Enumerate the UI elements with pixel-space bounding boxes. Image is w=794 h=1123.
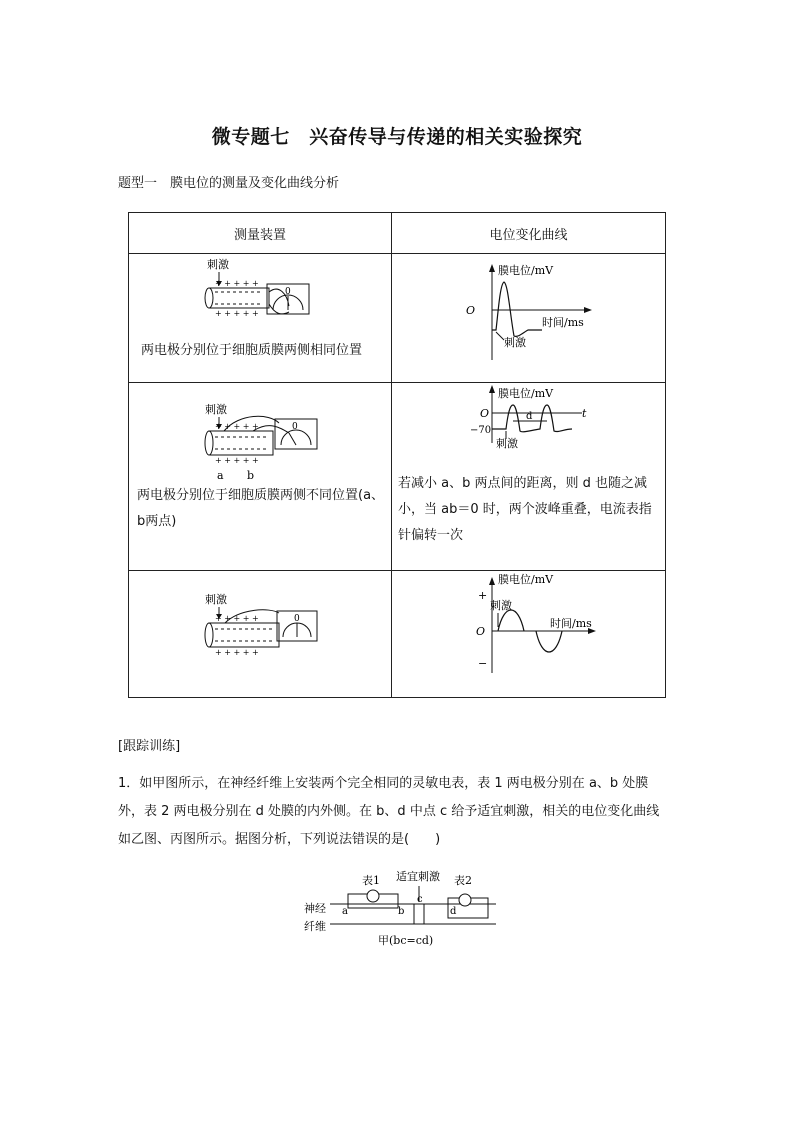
row1-caption: 两电极分别位于细胞质膜两侧相同位置 <box>141 343 363 358</box>
svg-text:+ + + + +: + + + + + <box>215 648 259 657</box>
svg-text:膜电位/mV: 膜电位/mV <box>498 573 554 586</box>
svg-text:时间/ms: 时间/ms <box>542 316 584 329</box>
svg-text:b: b <box>398 906 405 917</box>
row2-device-diagram <box>129 383 391 570</box>
row2-curve-cell <box>392 383 665 570</box>
svg-text:O: O <box>480 407 490 420</box>
question-1: 1．如甲图所示，在神经纤维上安装两个完全相同的灵敏电表，表 1 两电极分别在 a、b 处膜外，表 2 两电极分别在 d 处膜的内外侧。在 b、d 中点 c 给予适宜刺激，相关的电位变化曲线如乙图、丙图所示。据图分析，下列说法错误的是( ) <box>118 776 660 847</box>
row2-graph <box>392 383 665 483</box>
svg-text:a: a <box>342 906 348 917</box>
row3-curve-cell <box>392 571 665 697</box>
svg-text:d: d <box>526 411 533 422</box>
svg-text:a: a <box>217 469 224 482</box>
svg-text:刺激: 刺激 <box>205 593 227 606</box>
svg-text:+: + <box>478 589 488 602</box>
svg-text:甲(bc=cd): 甲(bc=cd) <box>378 934 434 947</box>
header-device: 测量装置 <box>129 213 392 254</box>
svg-text:+ + + + +: + + + + + <box>215 614 259 623</box>
svg-text:O: O <box>466 304 476 317</box>
row2-caption: 两电极分别位于细胞质膜两侧不同位置(a、b两点) <box>137 488 385 529</box>
follow-up-label: [跟踪训练] <box>118 739 181 754</box>
svg-text:刺激: 刺激 <box>207 258 229 271</box>
svg-text:表1: 表1 <box>362 874 380 887</box>
svg-text:c: c <box>417 894 423 905</box>
svg-text:+ + + + +: + + + + + <box>215 279 259 288</box>
svg-text:刺激: 刺激 <box>504 336 526 349</box>
row3-graph <box>392 571 665 697</box>
svg-text:0: 0 <box>292 422 298 432</box>
header-curve: 电位变化曲线 <box>392 213 666 254</box>
svg-text:d: d <box>450 906 457 917</box>
measurement-table <box>128 212 666 698</box>
svg-text:0: 0 <box>294 614 300 624</box>
svg-text:时间/ms: 时间/ms <box>550 617 592 630</box>
svg-text:−: − <box>478 657 488 670</box>
svg-text:刺激: 刺激 <box>490 599 512 612</box>
svg-text:+ + + + +: + + + + + <box>215 309 259 318</box>
svg-text:表2: 表2 <box>454 874 472 887</box>
svg-text:b: b <box>247 469 255 482</box>
svg-text:神经: 神经 <box>304 902 326 915</box>
row3-device-diagram <box>129 571 391 697</box>
svg-text:t: t <box>582 407 587 420</box>
row1-device-cell <box>129 254 391 382</box>
svg-text:+ + + + +: + + + + + <box>215 456 259 465</box>
svg-text:纤维: 纤维 <box>304 920 326 933</box>
svg-text:刺激: 刺激 <box>205 403 227 416</box>
row1-curve-cell <box>392 254 665 382</box>
svg-text:0: 0 <box>285 287 291 297</box>
row1-graph <box>392 254 665 382</box>
row2-right-caption: 若减小 a、b 两点间的距离，则 d 也随之减小，当 ab＝0 时，两个波峰重叠，电流表指针偏转一次 <box>398 476 652 543</box>
svg-text:O: O <box>476 625 486 638</box>
figure-jia <box>300 866 500 948</box>
page-title: 微专题七 兴奋传导与传递的相关实验探究 <box>211 126 583 148</box>
svg-text:刺激: 刺激 <box>496 437 518 450</box>
svg-text:+ + + + +: + + + + + <box>215 422 259 431</box>
section-heading: 题型一 膜电位的测量及变化曲线分析 <box>118 176 340 191</box>
row3-device-cell <box>129 571 391 697</box>
row2-device-cell <box>129 383 391 570</box>
svg-text:适宜刺激: 适宜刺激 <box>396 870 440 883</box>
svg-text:膜电位/mV: 膜电位/mV <box>498 387 554 400</box>
svg-text:膜电位/mV: 膜电位/mV <box>498 264 554 277</box>
svg-text:−70: −70 <box>470 425 492 436</box>
